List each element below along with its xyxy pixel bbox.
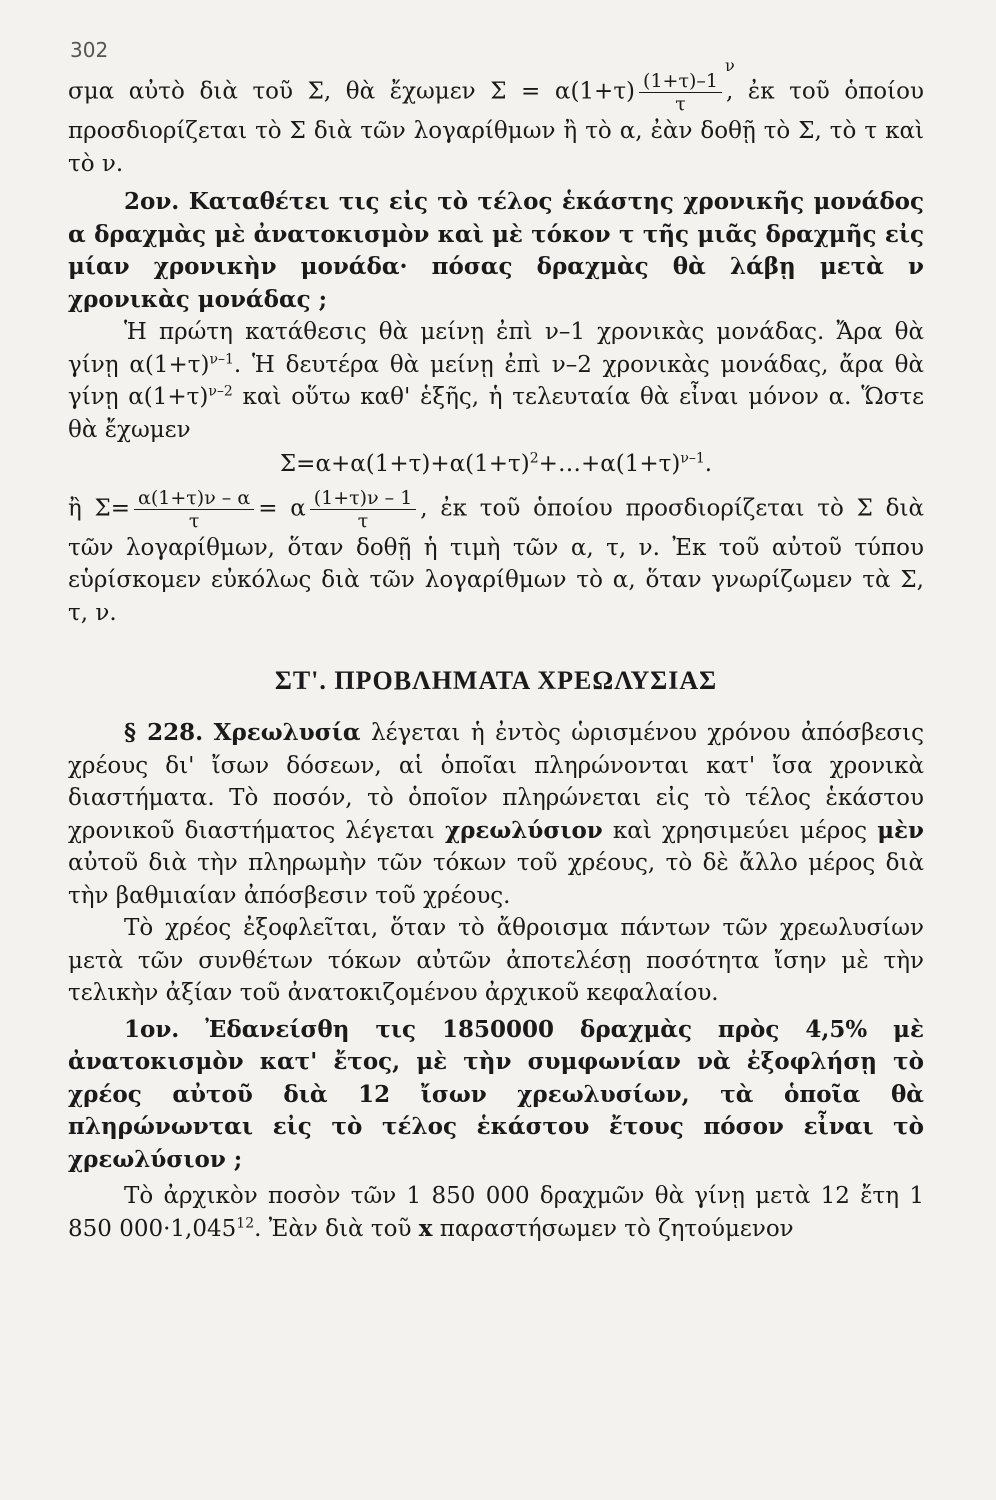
fraction: $\frac{(1+\tau)\nu - 1}{\tau}$ — [310, 487, 417, 532]
paragraph-formula-intro: ν σμα αὐτὸ διὰ τοῦ Σ, θὰ ἔχωμεν Σ = α(1+τ) $\frac{(1+\tau)-1}{\tau}$ , ἐκ τοῦ ὁποίου προσδιορίζεται τὸ Σ διὰ τῶν λογαρίθμων ἢ τὸ α, ἐὰν δοθῇ τὸ Σ, τὸ τ καὶ τὸ ν. — [68, 70, 924, 180]
term: Χρεωλυσία — [213, 719, 361, 746]
problem-text: Καταθέτει τις εἰς τὸ τέλος ἑκάστης χρονικῆς μονάδος α δραχμὰς μὲ ἀνατοκισμὸν καὶ μὲ τόκον τ τῆς μιᾶς δραχμῆς εἰς μίαν χρονικὴν μονάδα· πόσας δραχμὰς θὰ λάβῃ μετὰ ν χρονικὰς μονάδας ; — [68, 188, 924, 313]
problem-1 — [68, 1014, 924, 1177]
paragraph-deposits: Ἡ πρώτη κατάθεσις θὰ μείνῃ ἐπὶ ν–1 χρονικὰς μονάδας. Ἄρα θὰ γίνῃ $\alpha(1+\tau)^{\nu-1}$. Ἡ δευτέρα θὰ μείνῃ ἐπὶ ν–2 χρονικὰς μονάδας, ἄρα θὰ γίνῃ $\alpha(1+\tau)^{\nu-2}$ καὶ οὕτω καθ' ἑξῆς, ἡ τελευταία θὰ εἶναι μόνον α. Ὥστε θὰ ἔχωμεν — [68, 319, 924, 443]
fraction: $\frac{(1+\tau)-1}{\tau}$ — [639, 70, 722, 115]
problem-label: 2ον. — [124, 188, 180, 215]
problem-text: Ἐδανείσθη τις 1850000 δραχμὰς πρὸς 4,5% μὲ ἀνατοκισμὸν κατ' ἔτος, μὲ τὴν συμφωνίαν νὰ ἐξοφλήσῃ τὸ χρέος αὐτοῦ διὰ 12 ἴσων χρεωλυσίων, τὰ ὁποῖα θὰ πληρώνωνται εἰς τὸ τέλος ἑκάστου ἔτους πόσον εἶναι τὸ χρεωλύσιον ; — [68, 1015, 924, 1173]
paragraph-definition: § 228. Χρεωλυσία λέγεται ἡ ἐντὸς ὡρισμένου χρόνου ἀπόσβεσις χρέους δι' ἴσων δόσεων, αἱ ὁποῖαι πληρώνονται κατ' ἴσα χρονικὰ διαστήματα. Τὸ ποσόν, τὸ ὁποῖον πληρώνεται εἰς τὸ τέλος ἑκάστου χρονικοῦ διαστήματος λέγεται χρεωλύσιον καὶ χρησιμεύει μέρος μὲν αὐτοῦ διὰ τὴν πληρωμὴν τῶν τόκων τοῦ χρέους, τὸ δὲ ἄλλο μέρος διὰ τὴν βαθμιαίαν ἀπόσβεσιν τοῦ χρέους. — [68, 719, 924, 909]
paragraph-solution: Τὸ ἀρχικὸν ποσὸν τῶν 1 850 000 δραχμῶν θὰ γίνῃ μετὰ 12 ἔτη 1 850 $000\cdot 1,045^{12}$. Ἐὰν διὰ τοῦ x παραστήσωμεν τὸ ζητούμενον — [68, 1183, 924, 1242]
problem-label: 1ον. — [124, 1015, 180, 1043]
paragraph-sum-formula: ἢ Σ= $\frac{\alpha(1+\tau)\nu - \alpha}{\tau}$ = α $\frac{(1+\tau)\nu - 1}{\tau}$ , ἐκ τοῦ ὁποίου προσδιορίζεται τὸ Σ διὰ τῶν λογαρίθμων, ὅταν δοθῇ ἡ τιμὴ τῶν α, τ, ν. Ἐκ τοῦ αὐτοῦ τύπου εὑρίσκομεν εὐκόλως διὰ τῶν λογαρίθμων τὸ α, ὅταν γνωρίζωμεν τὰ Σ, τ, ν. — [68, 486, 924, 626]
page-content — [68, 56, 924, 1245]
equation-sum: $\Sigma=\alpha+\alpha(1+\tau)+\alpha(1+\tau)^2+\dots+\alpha(1+\tau)^{\nu-1}$. — [279, 450, 713, 477]
exponent-nu: ν — [725, 56, 735, 75]
fraction: $\frac{\alpha(1+\tau)\nu - \alpha}{\tau}$ — [134, 487, 254, 532]
paragraph-payoff: Τὸ χρέος ἐξοφλεῖται, ὅταν τὸ ἄθροισμα πάντων τῶν χρεωλυσίων μετὰ τῶν συνθέτων τόκων αὐτῶν ἀποτελέσῃ ποσότητα ἴσην μὲ τὴν τελικὴν ἀξίαν τοῦ ἀνατοκιζομένου ἀρχικοῦ κεφαλαίου. — [68, 915, 924, 1006]
section-number: § 228. — [124, 719, 204, 746]
section-heading: ΣΤ'. ΠΡΟΒΛΗΜΑΤΑ ΧΡΕΩΛΥΣΙΑΣ — [274, 666, 718, 695]
page-number: 302 — [70, 38, 109, 62]
problem-2 — [68, 186, 924, 316]
